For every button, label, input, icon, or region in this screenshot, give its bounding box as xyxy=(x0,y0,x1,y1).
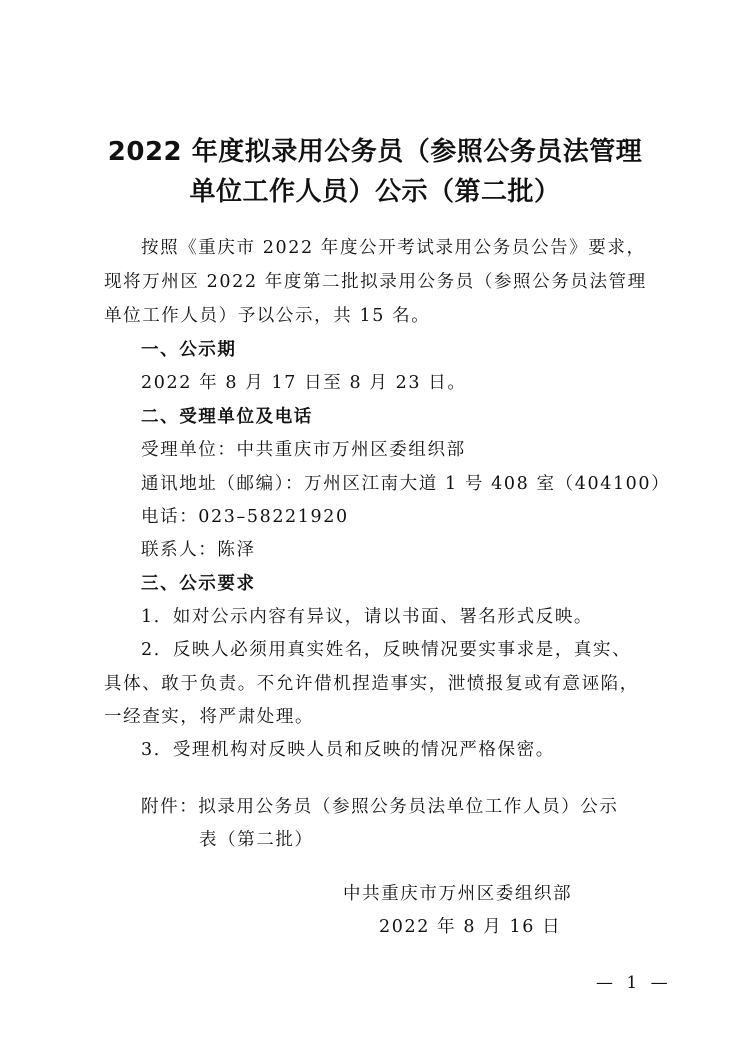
section-heading-requirements: 三、公示要求 xyxy=(141,574,256,594)
requirement-item: 3．受理机构对反映人员和反映的情况严格保密。 xyxy=(141,740,555,760)
phone-text: 电话：023–58221920 xyxy=(141,507,349,527)
attachment-line-1: 附件：拟录用公务员（参照公务员法单位工作人员）公示 xyxy=(141,797,619,817)
requirement-item: 2．反映人必须用真实姓名，反映情况要实事求是，真实、 xyxy=(141,640,632,660)
title-line-1: 2022 年度拟录用公务员（参照公务员法管理 xyxy=(107,137,643,167)
publicity-period-text: 2022 年 8 月 17 日至 8 月 23 日。 xyxy=(141,373,467,393)
signature-organization: 中共重庆市万州区委组织部 xyxy=(343,884,573,904)
page-number: — 1 — xyxy=(596,973,672,993)
receiving-unit-text: 受理单位：中共重庆市万州区委组织部 xyxy=(141,440,466,460)
title-line-2: 单位工作人员）公示（第二批） xyxy=(189,177,561,207)
intro-line-2: 现将万州区 2022 年度第二批拟录用公务员（参照公务员法管理 xyxy=(104,272,647,292)
contact-person-text: 联系人：陈泽 xyxy=(141,540,256,560)
attachment-line-2: 表（第二批） xyxy=(199,830,314,850)
requirement-item-continuation: 具体、敢于负责。不允许借机捏造事实，泄愤报复或有意诬陷， xyxy=(104,674,639,694)
section-heading-receiving-unit: 二、受理单位及电话 xyxy=(141,407,313,427)
intro-line-3: 单位工作人员）予以公示，共 15 名。 xyxy=(104,306,431,326)
signature-date: 2022 年 8 月 16 日 xyxy=(379,917,562,937)
section-heading-publicity-period: 一、公示期 xyxy=(141,340,237,360)
requirement-item-continuation: 一经查实，将严肃处理。 xyxy=(104,707,315,727)
intro-line-1: 按照《重庆市 2022 年度公开考试录用公务员公告》要求， xyxy=(141,238,646,258)
document-title xyxy=(100,132,650,212)
mailing-address-text: 通讯地址（邮编）：万州区江南大道 1 号 408 室（404100） xyxy=(141,474,671,494)
requirement-item: 1．如对公示内容有异议，请以书面、署名形式反映。 xyxy=(141,607,594,627)
